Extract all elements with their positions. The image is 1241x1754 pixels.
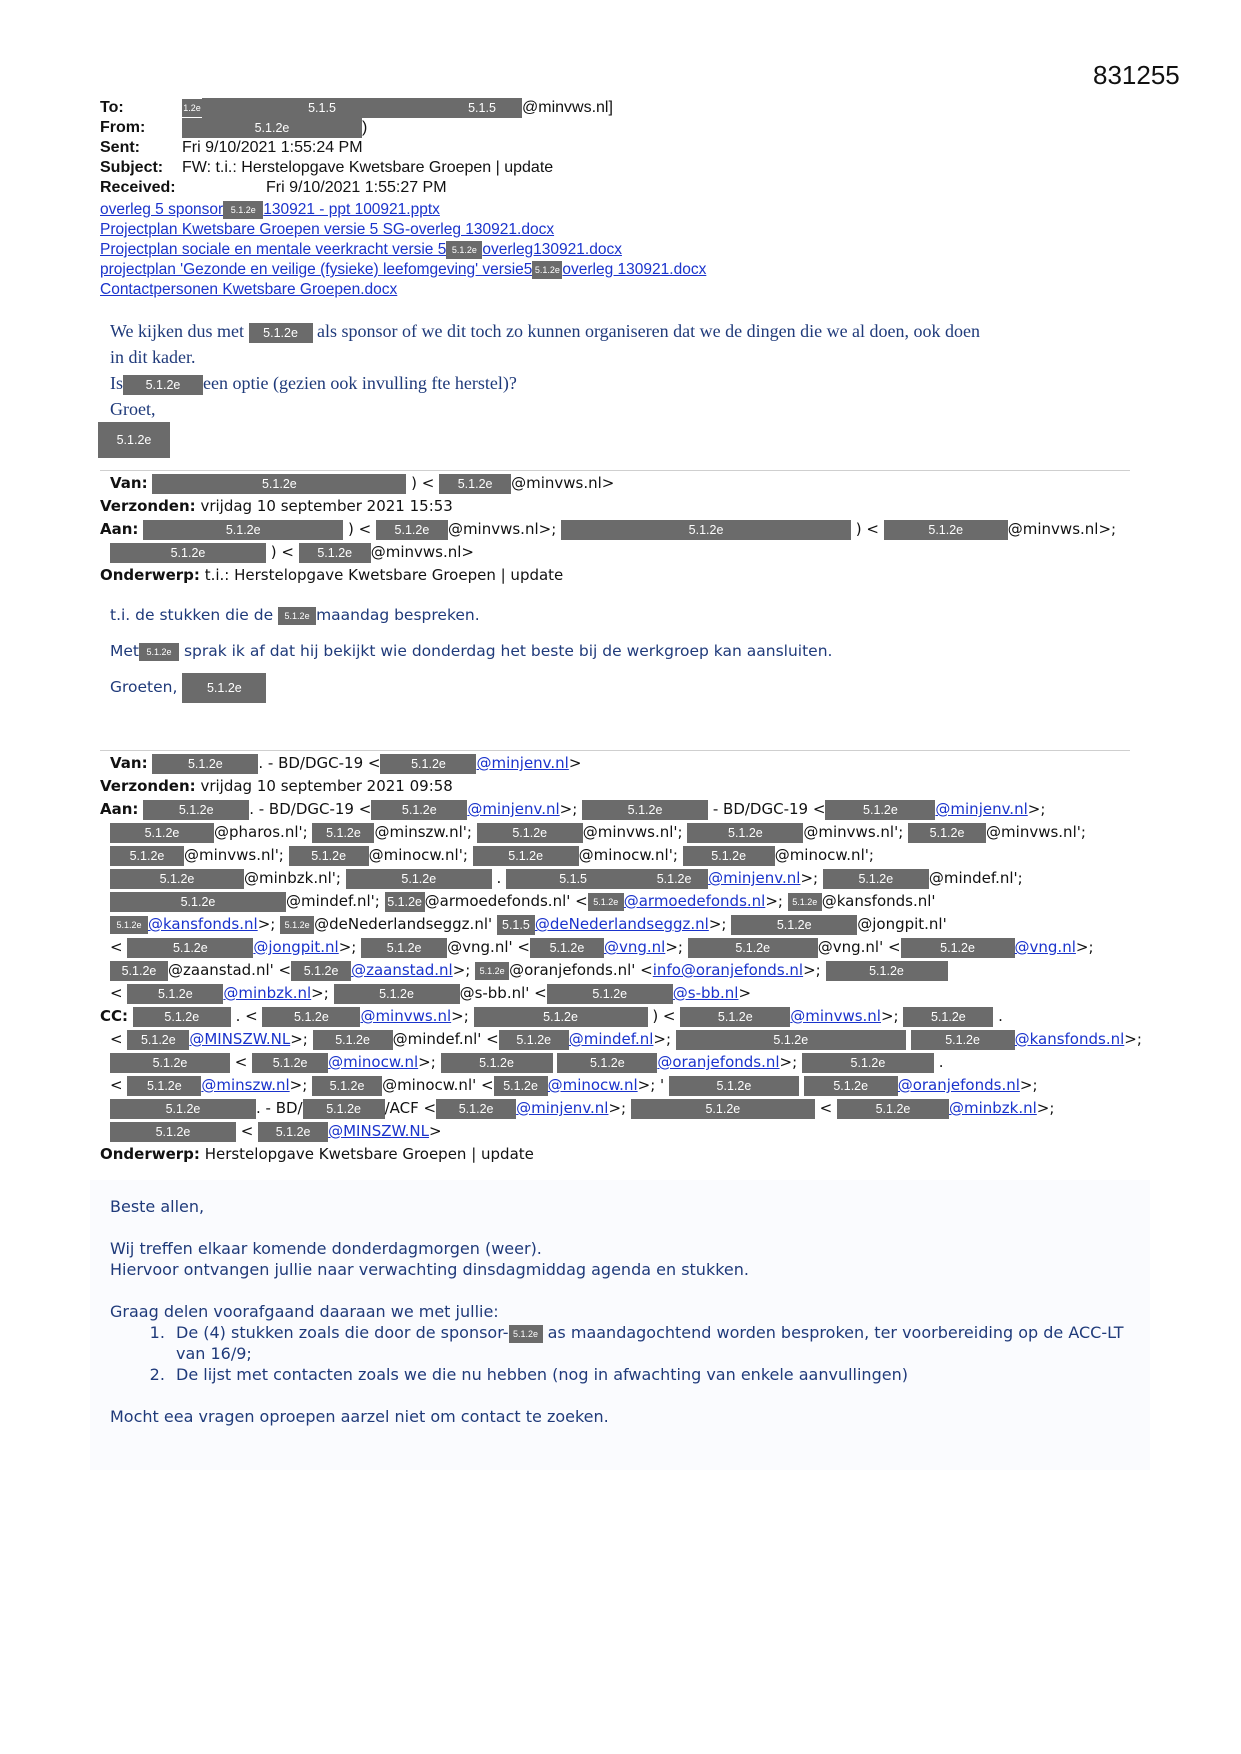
redaction: 5.1.2e (826, 961, 948, 981)
verzonden-value: vrijdag 10 september 2021 09:58 (200, 777, 453, 795)
message-2-body (110, 1196, 1130, 1427)
redaction: 5.1.2e (278, 607, 316, 625)
text: @mindef.nl'; (928, 869, 1023, 887)
text: @kansfonds.nl' (821, 892, 936, 910)
redaction: 5.1.2e (884, 520, 1008, 540)
redaction: 5.1.2e (557, 1053, 657, 1073)
redaction: 5.1.2e (346, 869, 492, 889)
text: >; (559, 800, 578, 818)
text: - BD/DGC-19 < (712, 800, 826, 818)
redaction: 5.1.2e (127, 984, 223, 1004)
text: >; (800, 869, 819, 887)
verzonden-value: vrijdag 10 september 2021 15:53 (200, 497, 453, 515)
text: >; (708, 915, 727, 933)
text: >; (1075, 938, 1094, 956)
redaction: 5.1.2e (110, 1099, 256, 1119)
van-label: Van: (110, 474, 148, 492)
text: >; (779, 1053, 798, 1071)
email-link[interactable]: @MINSZW.NL (189, 1030, 291, 1048)
email-link[interactable]: @minjenv.nl (467, 800, 560, 818)
sent-label: Sent: (100, 139, 140, 157)
email-suffix: @minvws.nl> (370, 543, 474, 561)
text: >; (290, 1030, 308, 1048)
redaction: 5.1.5 (202, 98, 442, 118)
redaction: 5.1.2e (473, 846, 579, 866)
cc-label: CC: (100, 1007, 129, 1025)
subject-label: Subject: (100, 159, 164, 177)
email-link[interactable]: @deNederlandseggz.nl (534, 915, 709, 933)
redaction: 5.1.2e (441, 1053, 553, 1073)
email-link[interactable]: @kansfonds.nl (148, 915, 258, 933)
redaction: 5.1.2e (312, 823, 374, 843)
email-link[interactable]: @minjenv.nl (935, 800, 1028, 818)
email-link[interactable]: @vng.nl (1014, 938, 1076, 956)
redaction: 5.1.2e (110, 1053, 230, 1073)
redaction: 5.1.2e (280, 916, 314, 934)
attachment-link-text[interactable]: overleg 5 sponsor (100, 201, 224, 218)
text: @minszw.nl'; (374, 823, 472, 841)
redaction: 5.1.2e (334, 984, 460, 1004)
body-text: De (4) stukken zoals die door de sponsor- (176, 1323, 509, 1342)
text: >; (637, 1076, 656, 1094)
verzonden-label: Verzonden: (100, 497, 196, 515)
text: @vng.nl' < (817, 938, 901, 956)
email-suffix: @minvws.nl> (511, 474, 615, 492)
text: >; (338, 938, 357, 956)
redaction: 5.1.2e (291, 961, 351, 981)
note-text: een optie (gezien ook invulling fte herstel)? (203, 373, 517, 393)
text: > (568, 754, 582, 772)
attachment-link[interactable] (100, 260, 706, 280)
redaction: 5.1.2e (802, 1053, 934, 1073)
email-suffix: @minvws.nl>; (1007, 520, 1117, 538)
aan-label: Aan: (100, 800, 139, 818)
redaction: 5.1.2e (837, 1099, 949, 1119)
to-row (100, 98, 613, 118)
list-item (170, 1322, 1130, 1364)
redaction: 1.2e (182, 99, 202, 117)
text: . - BD/DGC-19 < (249, 800, 372, 818)
redaction: 5.1.2e (499, 1030, 569, 1050)
redaction: 5.1.2e (385, 892, 425, 912)
text: @zaanstad.nl' < (168, 961, 292, 979)
body-text: t.i. de stukken die de (110, 606, 274, 624)
text: @pharos.nl'; (214, 823, 308, 841)
redaction: 5.1.2e (631, 1099, 815, 1119)
separator (100, 750, 1130, 751)
redaction: 5.1.2e (731, 915, 857, 935)
text: >; (452, 961, 471, 979)
body-text: Graag delen voorafgaand daaraan we met jullie: (110, 1302, 499, 1321)
email-link[interactable]: @minszw.nl (201, 1076, 290, 1094)
email-header (100, 98, 613, 198)
redaction: 5.1.2e (262, 1007, 360, 1027)
text: >; (289, 1076, 308, 1094)
body-text: as maandagochtend worden besproken, ter voorbereiding op de ACC-LT van 16/9; (176, 1323, 1124, 1363)
email-link[interactable]: @s-bb.nl (672, 984, 739, 1002)
redaction: 5.1.2e (446, 241, 482, 259)
message-1: Van: 5.1.2e ) < 5.1.2e @minvws.nl> Verzonden: vrijdag 10 september 2021 15:53 Aan: 5.1.2e ) < 5.1.2e @minvws.nl>; 5.1.2e ) < 5.1.2e @minvws.nl>; 5.1.2e ) < 5.1.2e @minvws.nl> Onderwerp: t.i.: Herstelopgave Kwetsbare Groepen | update t.i. de stukken die de 5.1.2e maandag bespreken. Met 5.1.2e sprak ik af dat hij bekijkt wie donderdag het beste bij de werkgroep kan aansluiten. Groeten, 5.1.2e (100, 472, 1140, 705)
redaction: 5.1.2e (289, 846, 369, 866)
redaction: 5.1.2e (110, 846, 184, 866)
redaction: 5.1.2e (110, 916, 148, 934)
redaction: 5.1.2e (361, 938, 447, 958)
text: @minbzk.nl'; (244, 869, 341, 887)
redaction: 5.1.2e (680, 1007, 790, 1027)
redaction: 5.1.2e (110, 823, 214, 843)
redaction: 5.1.5 (506, 869, 640, 889)
redaction: 5.1.2e (143, 800, 249, 820)
redaction: 5.1.2e (676, 1030, 906, 1050)
from-suffix: ) (362, 119, 368, 137)
email-link[interactable]: @minjenv.nl (708, 869, 801, 887)
greeting: Beste allen, (110, 1197, 205, 1216)
email-link[interactable]: @minvws.nl (790, 1007, 881, 1025)
note-text: Groet, (110, 399, 156, 419)
signature-redaction: 5.1.2e (98, 422, 170, 458)
text: >; (653, 1030, 672, 1048)
attachment-link[interactable] (100, 280, 706, 300)
from-label: From: (100, 119, 146, 137)
attachment-link-text[interactable]: overleg 130921.docx (562, 261, 707, 278)
text: @mindef.nl'; (286, 892, 380, 910)
body-text: Wij treffen elkaar komende donderdagmorgen (weer). (110, 1239, 542, 1258)
redaction: 5.1.2e (252, 1053, 328, 1073)
redaction: 5.1.2e (123, 375, 203, 395)
text: >; (1036, 1099, 1055, 1117)
text: @jongpit.nl' (857, 915, 947, 933)
to-suffix: @minvws.nl] (522, 99, 613, 117)
text: @minocw.nl' < (382, 1076, 494, 1094)
text: >; (1027, 800, 1046, 818)
redaction: 5.1.2e (825, 800, 935, 820)
redaction: 5.1.2e (110, 961, 168, 981)
redaction: 5.1.2e (182, 673, 266, 703)
text: @minvws.nl'; (582, 823, 683, 841)
attachment-link-text[interactable]: 130921 - ppt 100921.pptx (263, 201, 440, 218)
redaction: 5.1.5 (497, 915, 535, 935)
redaction: 5.1.2e (380, 754, 476, 774)
body-text: De lijst met contacten zoals we die nu hebben (nog in afwachting van enkele aanvullingen) (176, 1365, 908, 1384)
received-value: Fri 9/10/2021 1:55:27 PM (266, 179, 447, 197)
text: . - BD/ (256, 1099, 303, 1117)
subject-row (100, 158, 613, 178)
attachment-link-text[interactable]: projectplan 'Gezonde en veilige (fysieke) leefomgeving' versie5 (100, 261, 533, 278)
note-text: We kijken dus met (110, 321, 245, 341)
text: >; (418, 1053, 436, 1071)
attachment-link-text[interactable]: Contactpersonen Kwetsbare Groepen.docx (100, 281, 398, 298)
redaction: 5.1.2e (436, 1099, 516, 1119)
onderwerp-value: Herstelopgave Kwetsbare Groepen | update (204, 1145, 534, 1163)
redaction: 5.1.2e (439, 474, 511, 494)
sent-row (100, 138, 613, 158)
redaction: 5.1.2e (258, 1122, 328, 1142)
attachment-link-text[interactable]: overleg130921.docx (482, 241, 622, 258)
redaction: 5.1.2e (561, 520, 851, 540)
text: >; (1124, 1030, 1142, 1048)
text: >; (311, 984, 329, 1002)
email-link[interactable]: @MINSZW.NL (328, 1122, 429, 1140)
email-link[interactable]: @oranjefonds.nl (897, 1076, 1020, 1094)
attachments-list (100, 200, 706, 300)
item-list (110, 1322, 1130, 1385)
redaction: 5.1.2e (127, 1030, 189, 1050)
redaction: 5.1.2e (509, 1325, 543, 1343)
redaction: 5.1.2e (911, 1030, 1015, 1050)
email-link[interactable]: @minjenv.nl (476, 754, 569, 772)
text: > (428, 1122, 442, 1140)
email-link[interactable]: @zaanstad.nl (351, 961, 453, 979)
attachment-link-text[interactable]: Projectplan sociale en mentale veerkracht versie 5 (100, 241, 447, 258)
redaction: 5.1.2e (687, 823, 803, 843)
sent-value: Fri 9/10/2021 1:55:24 PM (182, 139, 363, 157)
page-number: 831255 (1093, 60, 1180, 90)
text: @armoedefonds.nl' < (424, 892, 588, 910)
email-link[interactable]: @minvws.nl (360, 1007, 452, 1025)
redaction: 5.1.2e (303, 1099, 385, 1119)
text: >; (451, 1007, 469, 1025)
redaction: 5.1.2e (477, 823, 583, 843)
message-2-header: Van: 5.1.2e . - BD/DGC-19 < 5.1.2e @minjenv.nl> Verzonden: vrijdag 10 september 2021 09:58 Aan: 5.1.2e . - BD/DGC-19 < 5.1.2e @minjenv.nl>; 5.1.2e - BD/DGC-19 < 5.1.2e @minjenv.nl>; 5.1.2e @pharos.nl'; 5.1.2e @minszw.nl'; 5.1.2e @minvws.nl'; 5.1.2e @minvws.nl'; 5.1.2e @minvws.nl'; 5.1.2e @minvws.nl'; 5.1.2e @minocw.nl'; 5.1.2e @minocw.nl'; 5.1.2e @minocw.nl'; 5.1.2e @minbzk.nl'; 5.1.2e . 5.1.5 5.1.2e @minjenv.nl>; 5.1.2e @mindef.nl'; 5.1.2e @mindef.nl'; 5.1.2e @armoedefonds.nl' < 5.1.2e @armoedefonds.nl>; 5.1.2e @kansfonds.nl' 5.1.2e @kansfonds.nl>; 5.1.2e @deNederlandseggz.nl' 5.1.5 @deNederlandseggz.nl>; 5.1.2e @jongpit.nl' < 5.1.2e @jongpit.nl>; 5.1.2e @vng.nl' < 5.1.2e @vng.nl>; 5.1.2e @vng.nl' < 5.1.2e @vng.nl>; 5.1.2e @zaanstad.nl' < 5.1.2e @zaanstad.nl>; 5.1.2e @oranjefonds.nl' <info@oranjefonds.nl>; 5.1.2e < 5.1.2e @minbzk.nl>; 5.1.2e @s-bb.nl' < 5.1.2e @s-bb.nl> CC: 5.1.2e . < 5.1.2e @minvws.nl>; 5.1.2e ) < 5.1.2e @minvws.nl>; 5.1.2e . < 5.1.2e @MINSZW.NL>; 5.1.2e @mindef.nl' < 5.1.2e @mindef.nl>; 5.1.2e 5.1.2e @kansfonds.nl>; 5.1.2e < 5.1.2e @minocw.nl>; 5.1.2e 5.1.2e @oranjefonds.nl>; 5.1.2e . < 5.1.2e @minszw.nl>; 5.1.2e @minocw.nl' < 5.1.2e @minocw.nl>; ' 5.1.2e 5.1.2e @oranjefonds.nl>; 5.1.2e . - BD/ 5.1.2e /ACF < 5.1.2e @minjenv.nl>; 5.1.2e < 5.1.2e @minbzk.nl>; 5.1.2e < 5.1.2e @MINSZW.NL> Onderwerp: Herstelopgave Kwetsbare Groepen | update (100, 754, 1142, 1163)
text: > (738, 984, 752, 1002)
email-link[interactable]: @jongpit.nl (253, 938, 339, 956)
redaction: 5.1.2e (127, 1076, 201, 1096)
attachment-link-text[interactable]: Projectplan Kwetsbare Groepen versie 5 SG-overleg 130921.docx (100, 221, 555, 238)
redaction: 5.1.2e (313, 1030, 393, 1050)
text: @minvws.nl'; (803, 823, 904, 841)
list-item (170, 1364, 1130, 1385)
redaction: 5.1.2e (139, 643, 179, 661)
text: . - BD/DGC-19 < (258, 754, 381, 772)
text: >; (257, 915, 276, 933)
body-text: sprak ik af dat hij bekijkt wie donderdag het beste bij de werkgroep kan aansluiten. (183, 642, 833, 660)
redaction: 5.1.2e (688, 938, 818, 958)
text: @oranjefonds.nl' < (509, 961, 653, 979)
attachment-link[interactable] (100, 220, 706, 240)
note-text: in dit kader. (110, 347, 196, 367)
redaction: 5.1.2e (182, 118, 362, 138)
redaction: 5.1.2e (299, 543, 371, 563)
forward-note (110, 318, 1130, 458)
onderwerp-label: Onderwerp: (100, 566, 200, 584)
email-link[interactable]: @minbzk.nl (223, 984, 312, 1002)
redaction: 5.1.2e (110, 1122, 236, 1142)
to-label: To: (100, 99, 124, 117)
verzonden-label: Verzonden: (100, 777, 196, 795)
redaction: 5.1.2e (582, 800, 708, 820)
redaction: 5.1.2e (532, 261, 562, 279)
redaction: 5.1.2e (823, 869, 929, 889)
aan-label: Aan: (100, 520, 139, 538)
onderwerp-label: Onderwerp: (100, 1145, 200, 1163)
onderwerp-value: t.i.: Herstelopgave Kwetsbare Groepen | update (204, 566, 564, 584)
text: @minvws.nl'; (184, 846, 284, 864)
redaction: 5.1.2e (110, 543, 266, 563)
redaction: 5.1.2e (547, 984, 673, 1004)
text: @minocw.nl'; (774, 846, 874, 864)
redaction: 5.1.2e (223, 201, 263, 219)
redaction: 5.1.2e (127, 938, 253, 958)
redaction: 5.1.2e (530, 938, 604, 958)
redaction: 5.1.2e (908, 823, 986, 843)
text: @mindef.nl' < (392, 1030, 499, 1048)
closing: Mocht eea vragen oproepen aarzel niet om contact te zoeken. (110, 1407, 609, 1426)
text: >; (803, 961, 821, 979)
email-link[interactable]: @minjenv.nl (516, 1099, 609, 1117)
email-link[interactable]: @oranjefonds.nl (657, 1053, 780, 1071)
note-text: Is (110, 373, 123, 393)
email-link[interactable]: info@oranjefonds.nl (652, 961, 804, 979)
redaction: 5.1.2e (669, 1076, 799, 1096)
text: @deNederlandseggz.nl' (314, 915, 493, 933)
redaction: 5.1.5 (442, 98, 522, 118)
attachment-link[interactable] (100, 240, 706, 260)
redaction: 5.1.2e (903, 1007, 993, 1027)
redaction: 5.1.2e (152, 474, 406, 494)
separator (100, 470, 1130, 471)
email-link[interactable]: @minbzk.nl (948, 1099, 1037, 1117)
redaction: 5.1.2e (110, 892, 286, 912)
text: >; (665, 938, 683, 956)
redaction: 5.1.2e (788, 893, 822, 911)
text: @vng.nl' < (447, 938, 530, 956)
redaction: 5.1.2e (133, 1007, 231, 1027)
subject-value: FW: t.i.: Herstelopgave Kwetsbare Groepen | update (182, 159, 554, 177)
received-row (100, 178, 613, 198)
redaction: 5.1.2e (475, 962, 509, 980)
email-link[interactable]: @minocw.nl (547, 1076, 638, 1094)
redaction: 5.1.2e (376, 520, 448, 540)
redaction: 5.1.2e (249, 323, 313, 343)
text: @s-bb.nl' < (459, 984, 547, 1002)
redaction: 5.1.2e (110, 869, 244, 889)
email-link[interactable]: @vng.nl (603, 938, 666, 956)
redaction: 5.1.2e (804, 1076, 898, 1096)
email-link[interactable]: @minocw.nl (328, 1053, 419, 1071)
email-link[interactable]: @mindef.nl (568, 1030, 654, 1048)
body-text: maandag bespreken. (316, 606, 480, 624)
text: @minocw.nl'; (368, 846, 468, 864)
body-text: Hiervoor ontvangen jullie naar verwachting dinsdagmiddag agenda en stukken. (110, 1260, 749, 1279)
email-suffix: @minvws.nl>; (447, 520, 557, 538)
text: >; (608, 1099, 627, 1117)
email-link[interactable]: @armoedefonds.nl (623, 892, 766, 910)
redaction: 5.1.2e (640, 869, 708, 889)
redaction: 5.1.2e (683, 846, 775, 866)
redaction: 5.1.2e (901, 938, 1015, 958)
message-1-body (110, 597, 1140, 705)
redaction: 5.1.2e (312, 1076, 382, 1096)
body-text: Met (110, 642, 139, 660)
redaction: 5.1.2e (371, 800, 467, 820)
redaction: 5.1.2e (494, 1076, 548, 1096)
attachment-link[interactable] (100, 200, 706, 220)
text: /ACF < (384, 1099, 437, 1117)
redaction: 5.1.2e (152, 754, 258, 774)
from-row (100, 118, 613, 138)
note-text: als sponsor of we dit toch zo kunnen organiseren dat we de dingen die we al doen, ook doen (317, 321, 981, 341)
text: @minocw.nl'; (578, 846, 678, 864)
van-label: Van: (110, 754, 148, 772)
text: @minvws.nl'; (986, 823, 1086, 841)
received-label: Received: (100, 179, 176, 197)
text: >; (1019, 1076, 1038, 1094)
email-link[interactable]: @kansfonds.nl (1014, 1030, 1125, 1048)
redaction: 5.1.2e (474, 1007, 648, 1027)
body-text: Groeten, (110, 678, 178, 696)
redaction: 5.1.2e (143, 520, 343, 540)
text: >; (765, 892, 783, 910)
text: >; (880, 1007, 899, 1025)
redaction: 5.1.2e (588, 893, 624, 911)
